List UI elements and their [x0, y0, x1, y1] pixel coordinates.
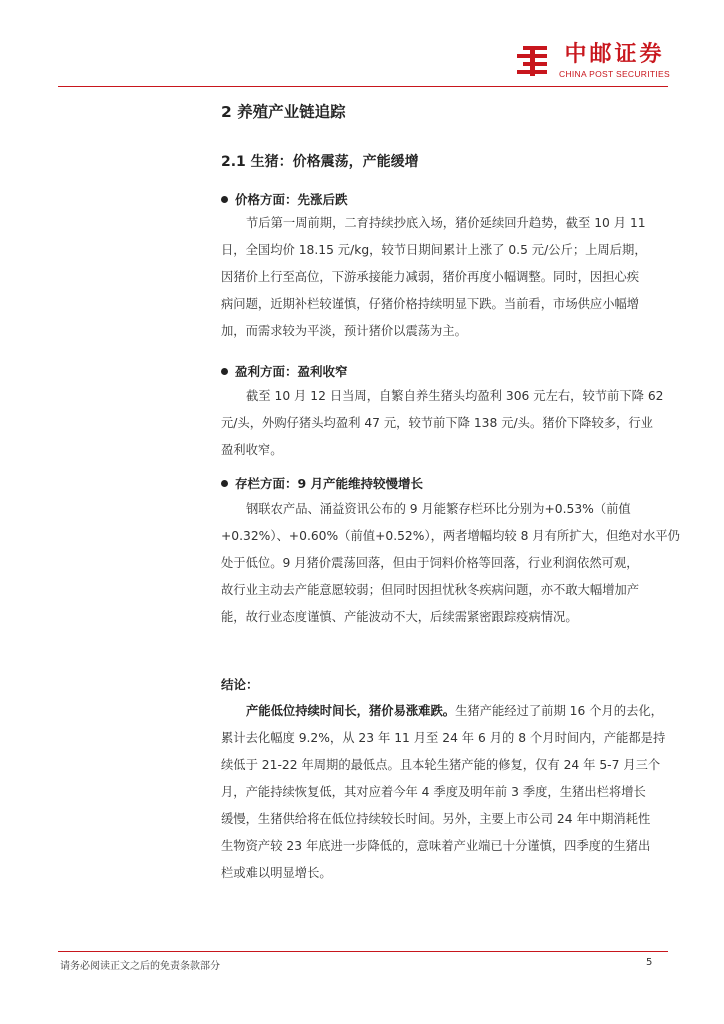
price-heading	[221, 190, 348, 208]
conclusion-lead-bold: 产能低位持续时间长，猪价易涨难跌。	[246, 704, 456, 718]
footer-disclaimer: 请务必阅读正文之后的免责条款部分	[60, 961, 220, 972]
paragraph-line: 生物资产较 23 年底进一步降低的，意味着产业端已十分谨慎，四季度的生猪出	[221, 839, 651, 853]
paragraph-line: 加，而需求较为平淡，预计猪价以震荡为主。	[221, 324, 467, 338]
logo-chinese-name: 中邮证券	[564, 42, 665, 67]
price-paragraph	[221, 210, 668, 345]
paragraph-line: 节后第一周前期，二育持续抄底入场，猪价延续回升趋势，截至 10 月 11	[246, 216, 646, 230]
conclusion-lead-rest: 生猪产能经过了前期 16 个月的去化，	[455, 704, 663, 718]
company-logo	[513, 42, 670, 80]
profit-paragraph	[221, 383, 668, 464]
profit-heading-text: 盈利方面：盈利收窄	[235, 364, 348, 379]
profit-heading	[221, 362, 348, 380]
footer-divider	[58, 951, 668, 952]
paragraph-line: 处于低位。9 月猪价震荡回落，但由于饲料价格等回落，行业利润依然可观，	[221, 556, 639, 570]
logo-english-name: CHINA POST SECURITIES	[559, 69, 670, 79]
paragraph-line: 累计去化幅度 9.2%，从 23 年 11 月至 24 年 6 月的 8 个月时间内，产能都是持	[221, 731, 666, 745]
price-heading-text: 价格方面：先涨后跌	[235, 192, 348, 207]
paragraph-line: 钢联农产品、涌益资讯公布的 9 月能繁存栏环比分别为+0.53%（前值	[246, 502, 631, 516]
bullet-dot-icon	[221, 196, 228, 203]
paragraph-line: 因猪价上行至高位，下游承接能力减弱，猪价再度小幅调整。同时，因担心疾	[221, 270, 640, 284]
paragraph-line: 截至 10 月 12 日当周，自繁自养生猪头均盈利 306 元左右，较节前下降 62	[246, 389, 664, 403]
inventory-heading	[221, 474, 423, 492]
paragraph-line: 日，全国均价 18.15 元/kg，较节日期间累计上涨了 0.5 元/公斤；上周后期，	[221, 243, 647, 257]
paragraph-line: 能，故行业态度谨慎、产能波动不大，后续需紧密跟踪疫病情况。	[221, 610, 578, 624]
header-divider	[58, 86, 668, 87]
paragraph-line: 缓慢，生猪供给将在低位持续较长时间。另外，主要上市公司 24 年中期消耗性	[221, 812, 651, 826]
page-number: 5	[646, 957, 653, 968]
china-post-logo-icon	[513, 42, 551, 80]
conclusion-lead-line	[221, 698, 668, 725]
inventory-heading-text: 存栏方面：9 月产能维持较慢增长	[235, 476, 424, 491]
paragraph-line: 续低于 21-22 年周期的最低点。且本轮生猪产能的修复，仅有 24 年 5-7 月三个	[221, 758, 661, 772]
conclusion-paragraph	[221, 698, 668, 887]
paragraph-line: 故行业主动去产能意愿较弱；但同时因担忧秋冬疾病问题，亦不敢大幅增加产	[221, 583, 640, 597]
paragraph-line: 盈利收窄。	[221, 443, 283, 457]
paragraph-line: 月，产能持续恢复低，其对应着今年 4 季度及明年前 3 季度，生猪出栏将增长	[221, 785, 646, 799]
subsection-title: 2.1 生猪：价格震荡，产能缓增	[221, 154, 419, 170]
paragraph-line: 元/头，外购仔猪头均盈利 47 元，较节前下降 138 元/头。猪价下降较多，行业	[221, 416, 653, 430]
inventory-paragraph	[221, 496, 680, 631]
bullet-dot-icon	[221, 368, 228, 375]
bullet-dot-icon	[221, 480, 228, 487]
section-title: 2 养殖产业链追踪	[221, 103, 346, 121]
paragraph-line: +0.32%）、+0.60%（前值+0.52%），两者增幅均较 8 月有所扩大，但绝对水平仍	[221, 529, 680, 543]
paragraph-line: 病问题，近期补栏较谨慎，仔猪价格持续明显下跌。当前看，市场供应小幅增	[221, 297, 640, 311]
conclusion-title: 结论：	[221, 677, 259, 692]
paragraph-line: 栏或难以明显增长。	[221, 866, 332, 880]
